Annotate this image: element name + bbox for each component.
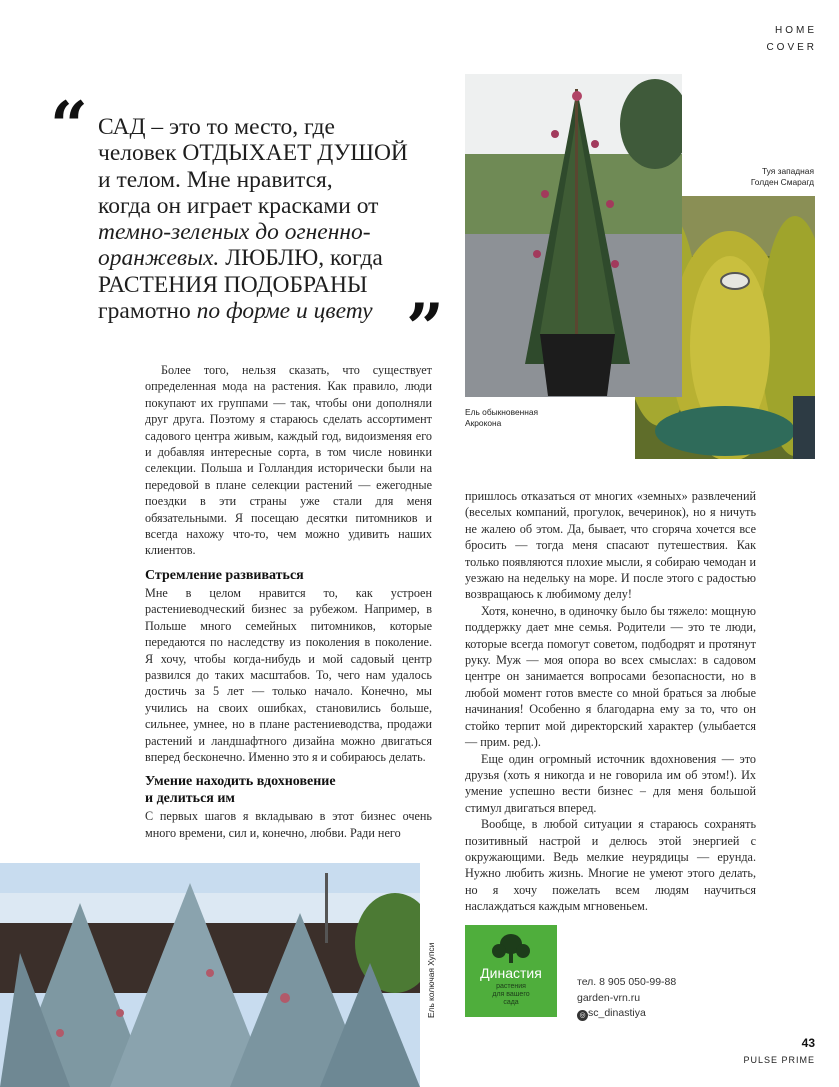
quote-line: РАСТЕНИЯ ПОДОБРАНЫ xyxy=(98,271,368,298)
page-number: 43 xyxy=(801,1036,815,1050)
website-link[interactable]: garden-vrn.ru xyxy=(577,991,641,1004)
thuja-caption: Туя западная Голден Смарагд xyxy=(750,166,814,187)
quote-line: грамотно по форме и цвету xyxy=(98,298,373,325)
paragraph: Мне в целом нравится то, как устроен растениеводческий бизнес за рубежом. Например, в Польше много семейных питомников, которые передаются по наследству из поколения в поколение. Я хочу, чтобы когда-нибудь и мой садовый центр развился до таких масштабов. То, чего нам удалось достичь за 5 лет — только начало. Конечно, мы учились на своих ошибках, становились больше, сильнее, умнее, но в плане растениеводства, продажи растений и ландшафтного дизайна можно двигаться вперед бесконечно. Именно это я и собираюсь делать. xyxy=(145,585,432,764)
close-quote-icon: ” xyxy=(406,289,444,367)
paragraph: Хотя, конечно, в одиночку было бы тяжело: мощную поддержку дает мне семья. Родители — это те люди, которые всегда помогут советом, подбодрят и протянут руку. Муж — моя опора во всех смыслах: в садовом центре он занимается вопросами безопасности, но в любой момент готов вместе со мной браться за любые начинания! Особенно я благодарна ему за то, что он стойко терпит мой директорский характер (улыбается — прим. ред.). xyxy=(465,603,756,750)
contacts xyxy=(577,975,676,1022)
spruce-akrokona-photo xyxy=(465,74,682,397)
logo-tagline: растения для вашего сада xyxy=(492,983,530,1006)
phone: тел. 8 905 050-99-88 xyxy=(577,976,677,988)
tree-logo-icon xyxy=(491,933,531,963)
blue-spruce-photo xyxy=(0,863,420,1087)
paragraph: Вообще, в любой ситуации я стараюсь сохранять позитивный настрой и делюсь этой энергией с окружающими. Ведь мелкие неурядицы — ерунда. Нужно любить жизнь. Многие не умеют этого делать, но я хочу пожелать всем людям научиться наслаждаться каждым мгновеньем. xyxy=(465,817,756,914)
paragraph: пришлось отказаться от многих «земных» развлечений (веселых компаний, прогулок, вечеринок), но я ничуть не жалею об этом. Да, бывает, что сгоряча хочется все бросить — тогда меня спасают путешествия. Как только появляются плохие мысли, я собираю чемодан и уезжаю на недельку на море. И после этого с радостью возвращаюсь к любимому делу! xyxy=(465,489,756,602)
paragraph: Еще один огромный источник вдохновения — это друзья (хоть я никогда и не говорила им об этом!). Их умение успешно вести бизнес – для меня большой стимул двигаться вперед. xyxy=(465,751,756,815)
quote-line: темно-зеленых до огненно- xyxy=(98,219,371,246)
instagram-link[interactable]: ◎ sc_dinastiya xyxy=(577,1006,676,1022)
dinastiya-logo xyxy=(465,925,557,1017)
article-column-right xyxy=(465,488,756,915)
logo-name: Династия xyxy=(480,965,542,981)
section-cover: COVER xyxy=(766,42,817,53)
magazine-name: PULSE PRIME xyxy=(743,1055,815,1065)
quote-line: когда он играет красками от xyxy=(98,192,379,219)
quote-line: человек ОТДЫХАЕТ ДУШОЙ xyxy=(98,140,408,167)
article-column-left xyxy=(145,362,432,841)
quote-line: оранжевых. ЛЮБЛЮ, когда xyxy=(98,245,383,272)
quote-line: и телом. Мне нравится, xyxy=(98,166,333,193)
quote-line: САД – это то место, где xyxy=(98,114,335,140)
subheading: Умение находить вдохновение и делиться им xyxy=(145,774,336,807)
open-quote-icon: “ xyxy=(50,87,88,165)
instagram-icon: ◎ xyxy=(577,1010,588,1021)
paragraph: Более того, нельзя сказать, что существует определенная мода на растения. Как правило, люди покупают их группами — так, чтобы они дополняли друг друга. Поэтому я стараюсь сделать ассортимент садового центра живым, каждый год, видоизменяя его и добавляя интересные сорта, в том числе новинки селекции. Польша и Голландия исторически были на передовой в плане селекции растений — ежегодные поездки в эти страны уже стали для меня обязательными. Я посещаю десятки питомников и всегда нахожу что-то, чем можно удивить наших клиентов. xyxy=(145,363,432,558)
pull-quote xyxy=(98,114,453,324)
section-header xyxy=(766,22,817,56)
paragraph: С первых шагов я вкладываю в этот бизнес очень много времени, сил и, конечно, любви. Ради него xyxy=(145,809,432,840)
subheading: Стремление развиваться xyxy=(145,567,304,583)
section-home: HOME xyxy=(775,25,817,36)
spruce-caption: Ель обыкновенная Акрокона xyxy=(465,407,539,428)
